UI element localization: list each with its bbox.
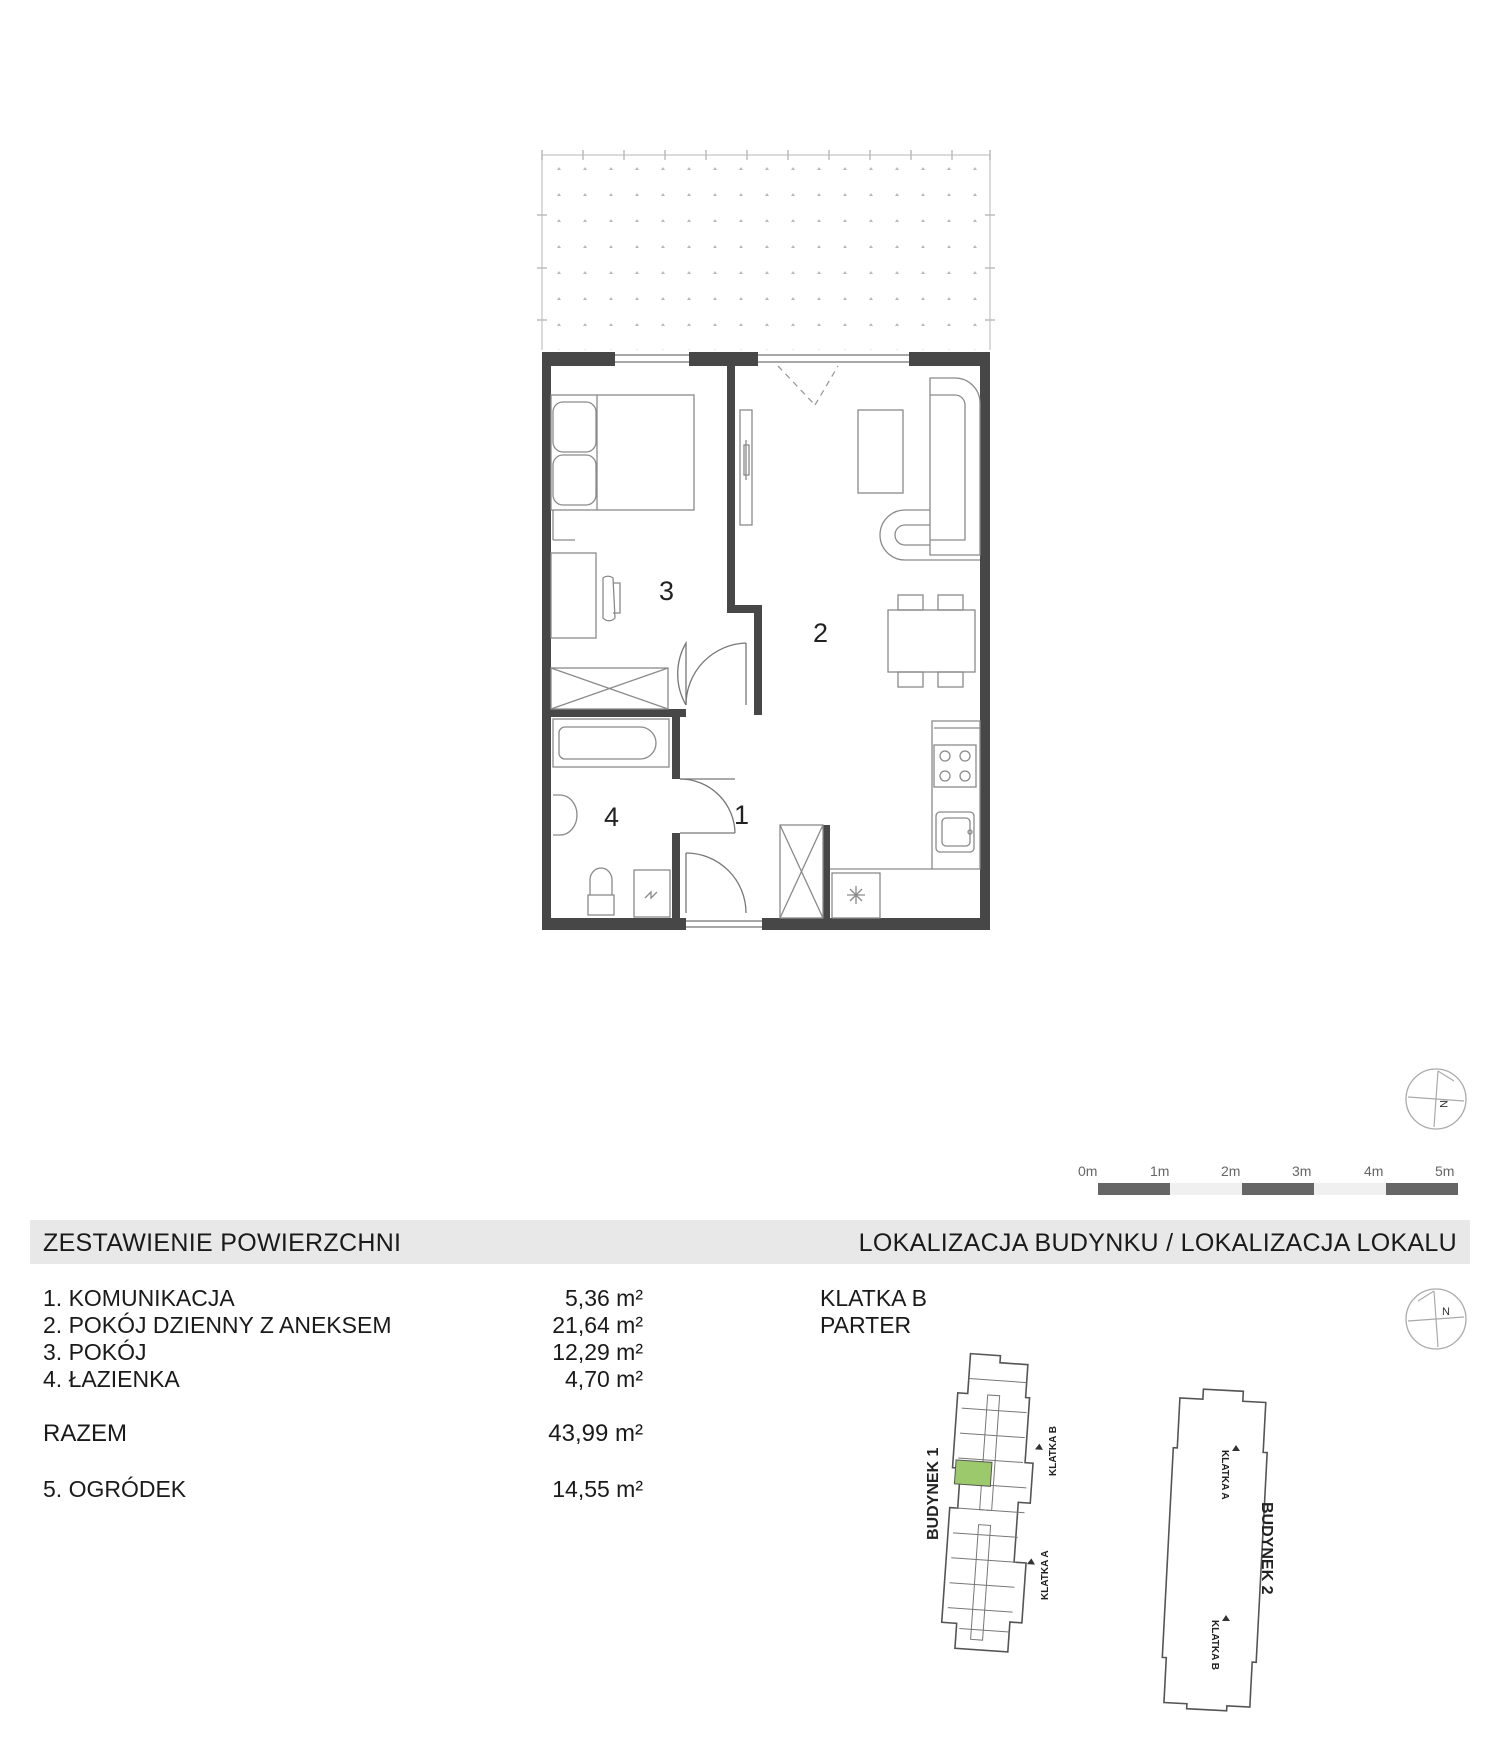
scale-label: 1m — [1150, 1163, 1170, 1179]
area-label: 3. POKÓJ — [43, 1339, 147, 1365]
room-number: 4 — [604, 802, 620, 832]
building-2-label: BUDYNEK 2 — [1258, 1502, 1275, 1595]
scale-label: 2m — [1221, 1163, 1241, 1179]
building-1-stair-a: KLATKA A — [1040, 1550, 1051, 1600]
building-2-stair-a: KLATKA A — [1219, 1450, 1230, 1500]
area-value: 5,36 m² — [565, 1285, 643, 1311]
room-number: 3 — [659, 576, 675, 606]
building-1 — [940, 1353, 1049, 1653]
compass-north-label: N — [1442, 1306, 1450, 1318]
compass-north-label: N — [1436, 1100, 1449, 1108]
staircase-label: KLATKA B — [820, 1285, 927, 1311]
building-2-stair-b: KLATKA B — [1209, 1620, 1220, 1670]
location-title: LOKALIZACJA BUDYNKU / LOKALIZACJA LOKALU — [858, 1229, 1457, 1257]
area-label: 2. POKÓJ DZIENNY Z ANEKSEM — [43, 1312, 392, 1338]
area-label: 4. ŁAZIENKA — [43, 1366, 180, 1392]
garden-label: 5. OGRÓDEK — [43, 1476, 187, 1502]
building-1-label: BUDYNEK 1 — [925, 1447, 942, 1540]
summary-title: ZESTAWIENIE POWIERZCHNI — [43, 1229, 402, 1257]
scale-label: 5m — [1435, 1163, 1455, 1179]
scale-label: 0m — [1078, 1163, 1098, 1179]
building-1-stair-b: KLATKA B — [1048, 1426, 1059, 1476]
area-total-value: 43,99 m² — [548, 1420, 643, 1447]
scale-label: 4m — [1364, 1163, 1384, 1179]
area-total-label: RAZEM — [43, 1420, 127, 1447]
area-value: 12,29 m² — [552, 1339, 643, 1365]
scale-label: 3m — [1292, 1163, 1312, 1179]
area-value: 21,64 m² — [552, 1312, 643, 1338]
area-label: 1. KOMUNIKACJA — [43, 1285, 235, 1311]
room-number: 2 — [813, 618, 829, 648]
garden-value: 14,55 m² — [552, 1476, 643, 1502]
room-number: 1 — [734, 800, 750, 830]
floor-label: PARTER — [820, 1312, 912, 1338]
area-value: 4,70 m² — [565, 1366, 643, 1392]
